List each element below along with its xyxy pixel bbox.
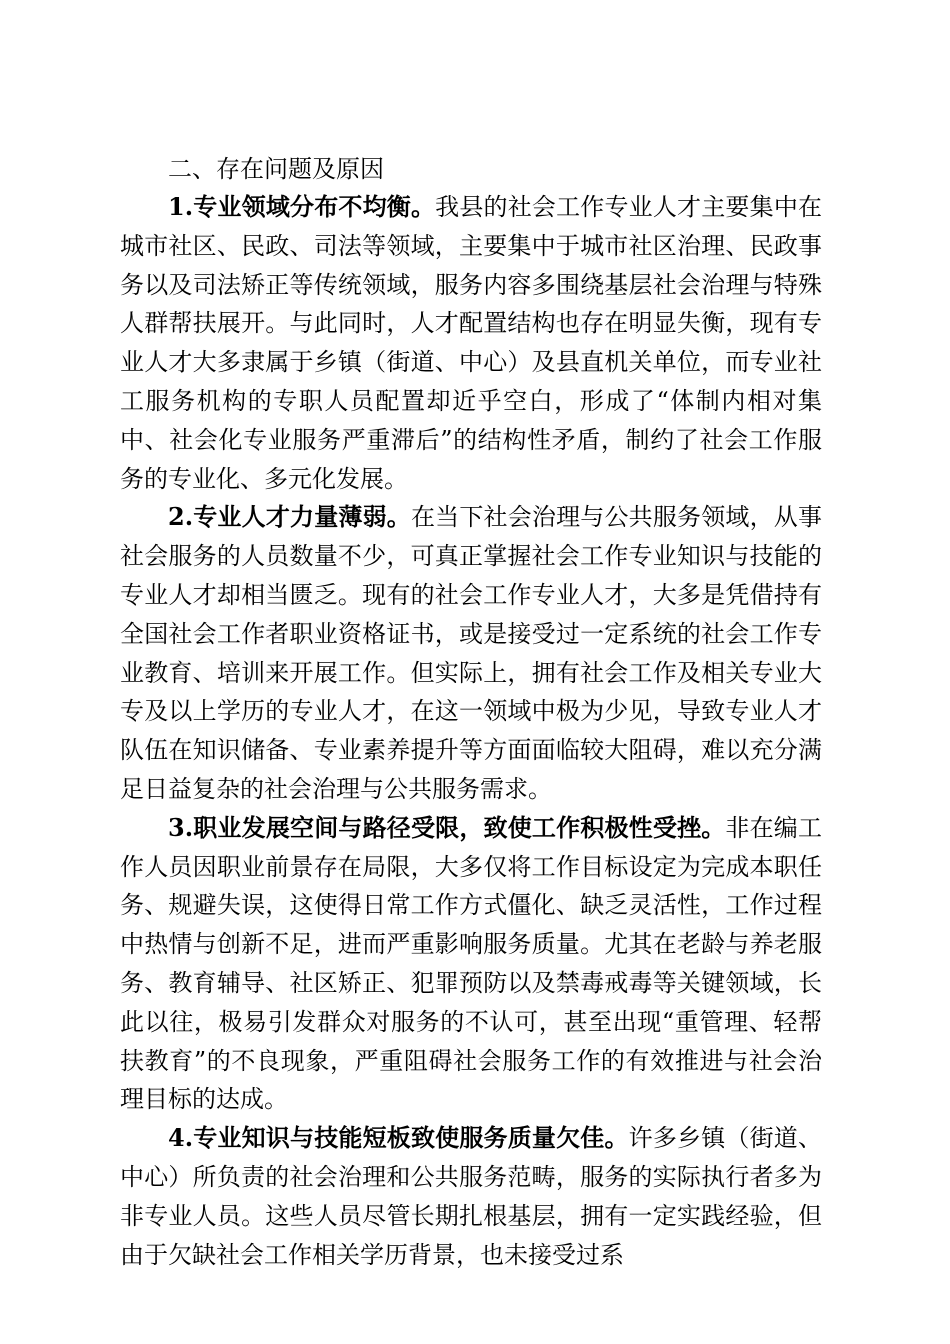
paragraph-1-body: 我县的社会工作专业人才主要集中在城市社区、民政、司法等领域，主要集中于城市社区治理、民政事务以及司法矫正等传统领域，服务内容多围绕基层社会治理与特殊人群帮扶展开。与此同时，人才配置结构也存在明显失衡，现有专业人才大多隶属于乡镇（街道、中心）及县直机关单位，而专业社工服务机构的专职人员配置却近乎空白，形成了“体制内相对集中、社会化专业服务严重滞后”的结构性矛盾，制约了社会工作服务的专业化、多元化发展。 [120, 193, 823, 493]
paragraph-3-body: 非在编工作人员因职业前景存在局限，大多仅将工作目标设定为完成本职任务、规避失误，这使得日常工作方式僵化、缺乏灵活性，工作过程中热情与创新不足，进而严重影响服务质量。尤其在老龄与养老服务、教育辅导、社区矫正、犯罪预防以及禁毒戒毒等关键领域，长此以往，极易引发群众对服务的不认可，甚至出现“重管理、轻帮扶教育”的不良现象，严重阻碍社会服务工作的有效推进与社会治理目标的达成。 [120, 813, 822, 1114]
paragraph-1-lead: 1.专业领域分布不均衡。 [168, 192, 436, 221]
paragraph-2-lead: 2.专业人才力量薄弱。 [168, 502, 411, 532]
paragraph-1 [120, 188, 822, 498]
paragraph-4-body: 许多乡镇（街道、中心）所负责的社会治理和公共服务范畴，服务的实际执行者多为非专业人员。这些人员尽管长期扎根基层，拥有一定实践经验，但由于欠缺社会工作相关学历背景，也未接受过系 [120, 1124, 823, 1269]
paragraph-3 [120, 809, 822, 1119]
paragraph-3-lead: 3.职业发展空间与路径受限，致使工作积极性受挫。 [168, 812, 726, 842]
paragraph-2-body: 在当下社会治理与公共服务领域，从事社会服务的人员数量不少，可真正掌握社会工作专业知识与技能的专业人才却相当匮乏。现有的社会工作专业人才，大多是凭借持有全国社会工作者职业资格证书，或是接受过一定系统的社会工作专业教育、培训来开展工作。但实际上，拥有社会工作及相关专业大专及以上学历的专业人才，在这一领域中极为少见，导致专业人才队伍在知识储备、专业素养提升等方面面临较大阻碍，难以充分满足日益复杂的社会治理与公共服务需求。 [120, 503, 822, 803]
paragraph-2 [120, 498, 822, 808]
document-page [120, 150, 822, 1274]
paragraph-4-lead: 4.专业知识与技能短板致使服务质量欠佳。 [168, 1123, 629, 1153]
section-heading: 二、存在问题及原因 [168, 155, 384, 183]
paragraph-4 [120, 1119, 822, 1274]
